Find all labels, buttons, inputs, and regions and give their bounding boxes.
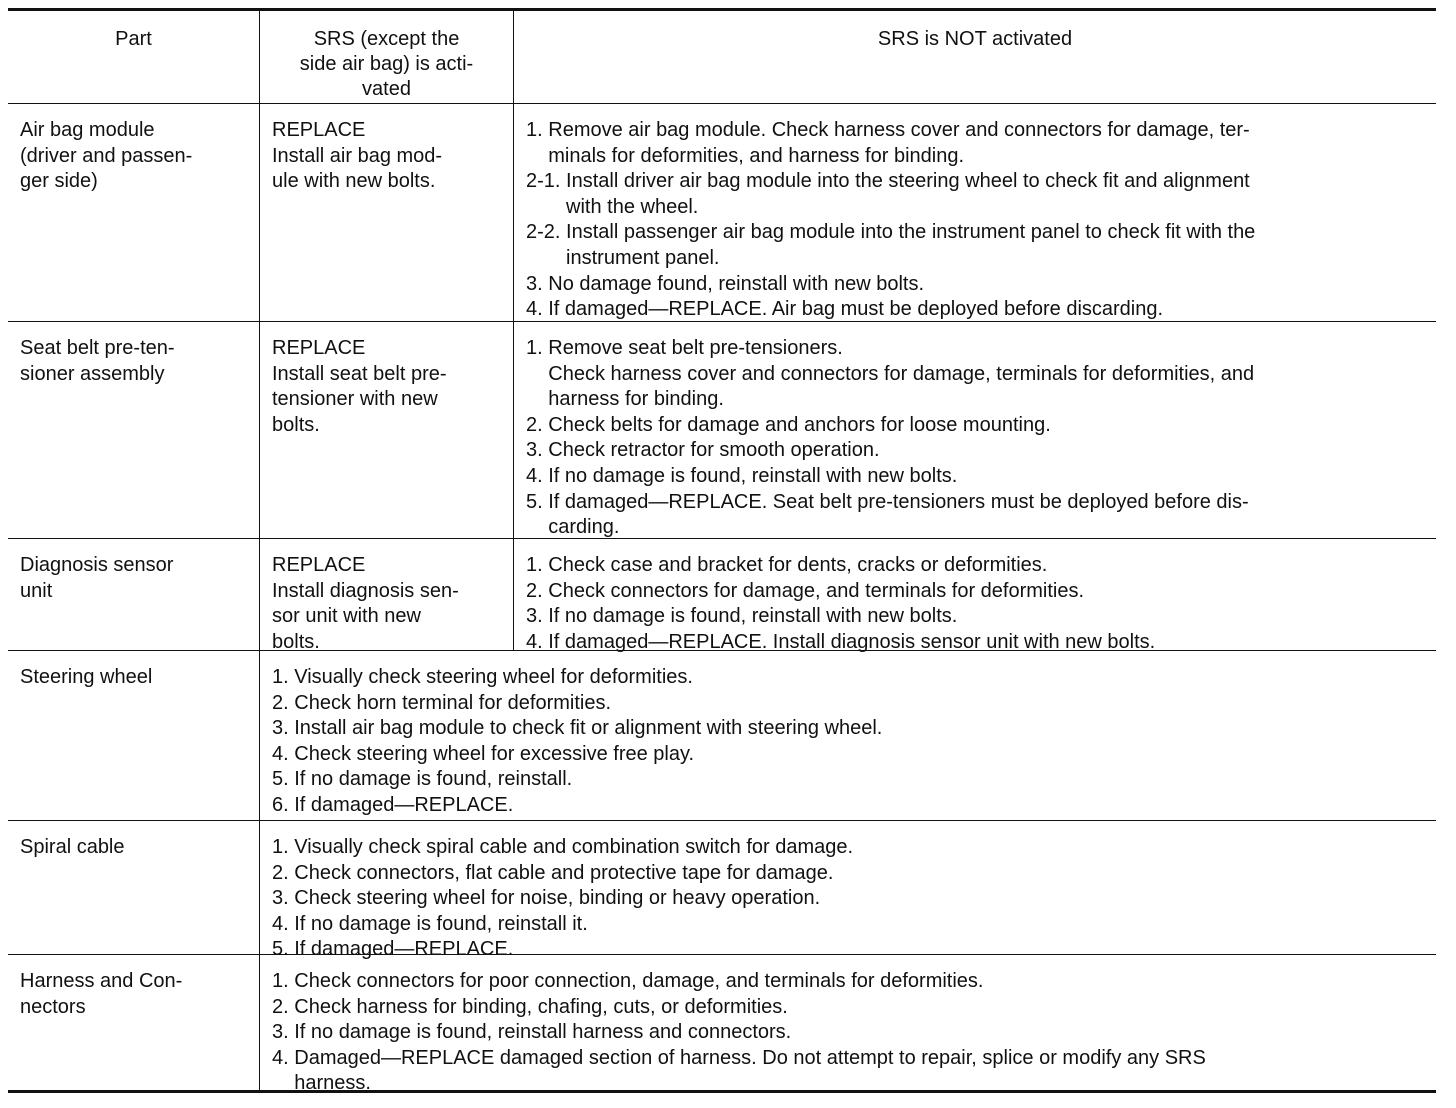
activated-line: REPLACE [272,119,366,141]
activated-line: Install seat belt pre- [272,362,447,385]
list-item [272,995,1424,1021]
item-text-line: If damaged—REPLACE. Seat belt pre-tensioners must be deployed before dis- [548,490,1249,513]
table-row [8,104,1436,322]
item-text-line: Check horn terminal for deformities. [294,691,612,714]
item-text-line: If no damage is found, reinstall harness and connectors. [294,1021,792,1044]
list-item [526,438,1424,464]
item-text [548,604,957,630]
item-text-line: If no damage is found, reinstall it. [294,912,588,935]
item-text-line: harness for binding. [548,388,724,411]
item-text [548,579,1084,605]
part-cell [8,104,259,321]
list-item [272,886,1424,912]
list-item [272,912,1424,938]
item-text [294,969,983,995]
list-item [526,490,1424,541]
item-text [548,336,1254,413]
item-text-line: Check harness for binding, chafing, cuts, or deformities. [294,995,788,1018]
item-number: 1. [272,836,295,858]
list-item [526,220,1424,271]
item-number: 5. [272,938,295,961]
activated-line: Install air bag mod- [272,144,443,167]
list-item [272,716,1424,742]
part-cell [8,821,259,954]
list-item [272,691,1424,717]
item-text [294,691,611,717]
item-text-line: harness. [294,1072,371,1095]
table-row [8,651,1436,821]
list-item [272,861,1424,887]
item-number: 4. [526,298,549,321]
merged-procedure-cell [259,821,1436,961]
item-text-line: with the wheel. [566,195,699,218]
item-text [548,118,1249,169]
part-line: Harness and Con- [20,970,183,992]
item-number: 6. [272,793,295,816]
merged-procedure-cell [259,651,1436,820]
activated-line: Install diagnosis sen- [272,579,459,602]
item-text-line: instrument panel. [566,246,720,269]
item-text [294,767,572,793]
list-item [526,413,1424,439]
item-text-line: Install passenger air bag module into the instrument panel to check fit with the [566,221,1256,244]
item-number: 2. [526,413,549,436]
item-text [548,438,879,464]
item-number: 2. [272,691,295,714]
part-line: nectors [20,995,86,1018]
item-number: 2-2. [526,221,567,244]
item-text-line: Check retractor for smooth operation. [548,439,880,462]
item-text-line: If damaged—REPLACE. Air bag must be deployed before discarding. [548,298,1164,321]
item-number: 3. [272,887,295,910]
part-cell [8,322,259,538]
item-text-line: Check case and bracket for dents, cracks or deformities. [548,554,1048,576]
list-item [526,604,1424,630]
part-cell [8,651,259,820]
activated-cell [259,322,513,538]
item-number: 2-1. [526,170,567,193]
item-text-line: Check steering wheel for excessive free play. [294,742,695,765]
item-text [294,861,833,887]
list-item [272,793,1424,819]
item-text-line: Visually check spiral cable and combination switch for damage. [294,836,854,858]
item-text-line: Install driver air bag module into the steering wheel to check fit and alignment [566,170,1250,193]
item-number: 1. [272,666,295,688]
activated-line: ule with new bolts. [272,170,436,193]
item-number: 2. [526,579,549,602]
part-line: Air bag module [20,119,155,141]
item-text [294,912,588,938]
table-row [8,322,1436,539]
item-number: 3. [526,605,549,628]
list-item [272,767,1424,793]
item-text-line: Check belts for damage and anchors for loose mounting. [548,413,1051,436]
part-line: Seat belt pre-ten- [20,337,175,359]
item-text-line: Visually check steering wheel for deformities. [294,666,693,688]
activated-line: bolts. [272,630,320,653]
part-line: ger side) [20,170,98,193]
table-row [8,821,1436,961]
item-number: 3. [526,439,549,462]
table-row [8,955,1436,1095]
activated-cell [259,104,513,321]
part-line: Spiral cable [20,836,125,858]
header-srs-not-activated: SRS is NOT activated [513,11,1436,103]
activated-line: REPLACE [272,337,366,359]
activated-line: tensioner with new [272,388,438,411]
list-item [526,464,1424,490]
list-item [526,272,1424,298]
part-cell [8,955,259,1090]
item-text [548,413,1051,439]
item-number: 4. [526,630,549,653]
header-line: vated [362,78,411,100]
merged-procedure-cell [259,955,1436,1095]
item-text [294,716,882,742]
part-line: Steering wheel [20,666,153,688]
item-text-line: Install air bag module to check fit or alignment with steering wheel. [294,717,883,740]
item-text [294,886,820,912]
list-item [272,835,1424,861]
item-number: 3. [526,272,549,295]
item-number: 3. [272,1021,295,1044]
item-text-line: Check connectors, flat cable and protective tape for damage. [294,861,834,884]
item-text [548,553,1047,579]
list-item [272,742,1424,768]
item-text [294,793,513,819]
header-srs-activated [259,11,513,103]
item-text [566,169,1250,220]
table-header-row [8,11,1436,104]
part-line: unit [20,579,53,602]
item-text-line: Check connectors for poor connection, damage, and terminals for deformities. [294,970,984,992]
list-item [526,118,1424,169]
item-text [548,272,924,298]
item-text [548,297,1163,323]
header-line: side air bag) is acti- [299,53,474,75]
item-text-line: Remove air bag module. Check harness cover and connectors for damage, ter- [548,119,1250,141]
item-text-line: Damaged—REPLACE damaged section of harness. Do not attempt to repair, splice or modify any SRS [294,1046,1206,1069]
item-text [294,835,853,861]
item-number: 4. [526,464,549,487]
item-text [294,665,693,691]
item-text-line: If no damage is found, reinstall with new bolts. [548,464,958,487]
item-text [566,220,1255,271]
not-activated-cell [513,322,1436,538]
item-number: 4. [272,1046,295,1069]
table-row [8,539,1436,651]
item-text-line: No damage found, reinstall with new bolts. [548,272,925,295]
list-item [272,1020,1424,1046]
activated-line: REPLACE [272,554,366,576]
item-text [294,742,694,768]
list-item [526,297,1424,323]
list-item [272,665,1424,691]
item-number: 1. [272,970,295,992]
item-text [548,490,1248,541]
item-number: 1. [526,554,549,576]
item-number: 2. [272,995,295,1018]
item-number: 2. [272,861,295,884]
item-text-line: carding. [548,516,620,539]
item-text-line: Check steering wheel for noise, binding or heavy operation. [294,887,821,910]
part-line: sioner assembly [20,362,165,385]
item-text-line: If damaged—REPLACE. [294,793,514,816]
item-number: 4. [272,912,295,935]
item-number: 4. [272,742,295,765]
list-item [526,336,1424,413]
header-part: Part [115,28,152,50]
list-item [526,169,1424,220]
part-line: Diagnosis sensor [20,554,174,576]
item-text-line: Remove seat belt pre-tensioners. [548,337,843,359]
not-activated-cell [513,539,1436,653]
list-item [272,969,1424,995]
item-text [294,1020,791,1046]
item-number: 5. [272,768,295,791]
item-number: 1. [526,119,549,141]
item-text-line: If damaged—REPLACE. Install diagnosis sensor unit with new bolts. [548,630,1156,653]
activated-line: sor unit with new [272,605,421,628]
srs-inspection-table [8,8,1436,1093]
item-text [294,1046,1206,1097]
item-number: 3. [272,717,295,740]
list-item [526,553,1424,579]
part-cell [8,539,259,650]
not-activated-cell [513,104,1436,321]
item-text-line: Check connectors for damage, and terminals for deformities. [548,579,1085,602]
item-text [548,464,957,490]
item-number: 5. [526,490,549,513]
header-line: SRS (except the [313,28,460,50]
part-line: (driver and passen- [20,144,193,167]
activated-cell [259,539,513,653]
list-item [526,579,1424,605]
item-number: 1. [526,337,549,359]
item-text-line: If damaged—REPLACE. [294,938,514,961]
item-text-line: If no damage is found, reinstall. [294,768,573,791]
item-text-line: minals for deformities, and harness for binding. [548,144,965,167]
item-text-line: Check harness cover and connectors for damage, terminals for deformities, and [548,362,1255,385]
activated-line: bolts. [272,413,320,436]
list-item [272,1046,1424,1097]
item-text [294,995,788,1021]
item-text-line: If no damage is found, reinstall with new bolts. [548,605,958,628]
